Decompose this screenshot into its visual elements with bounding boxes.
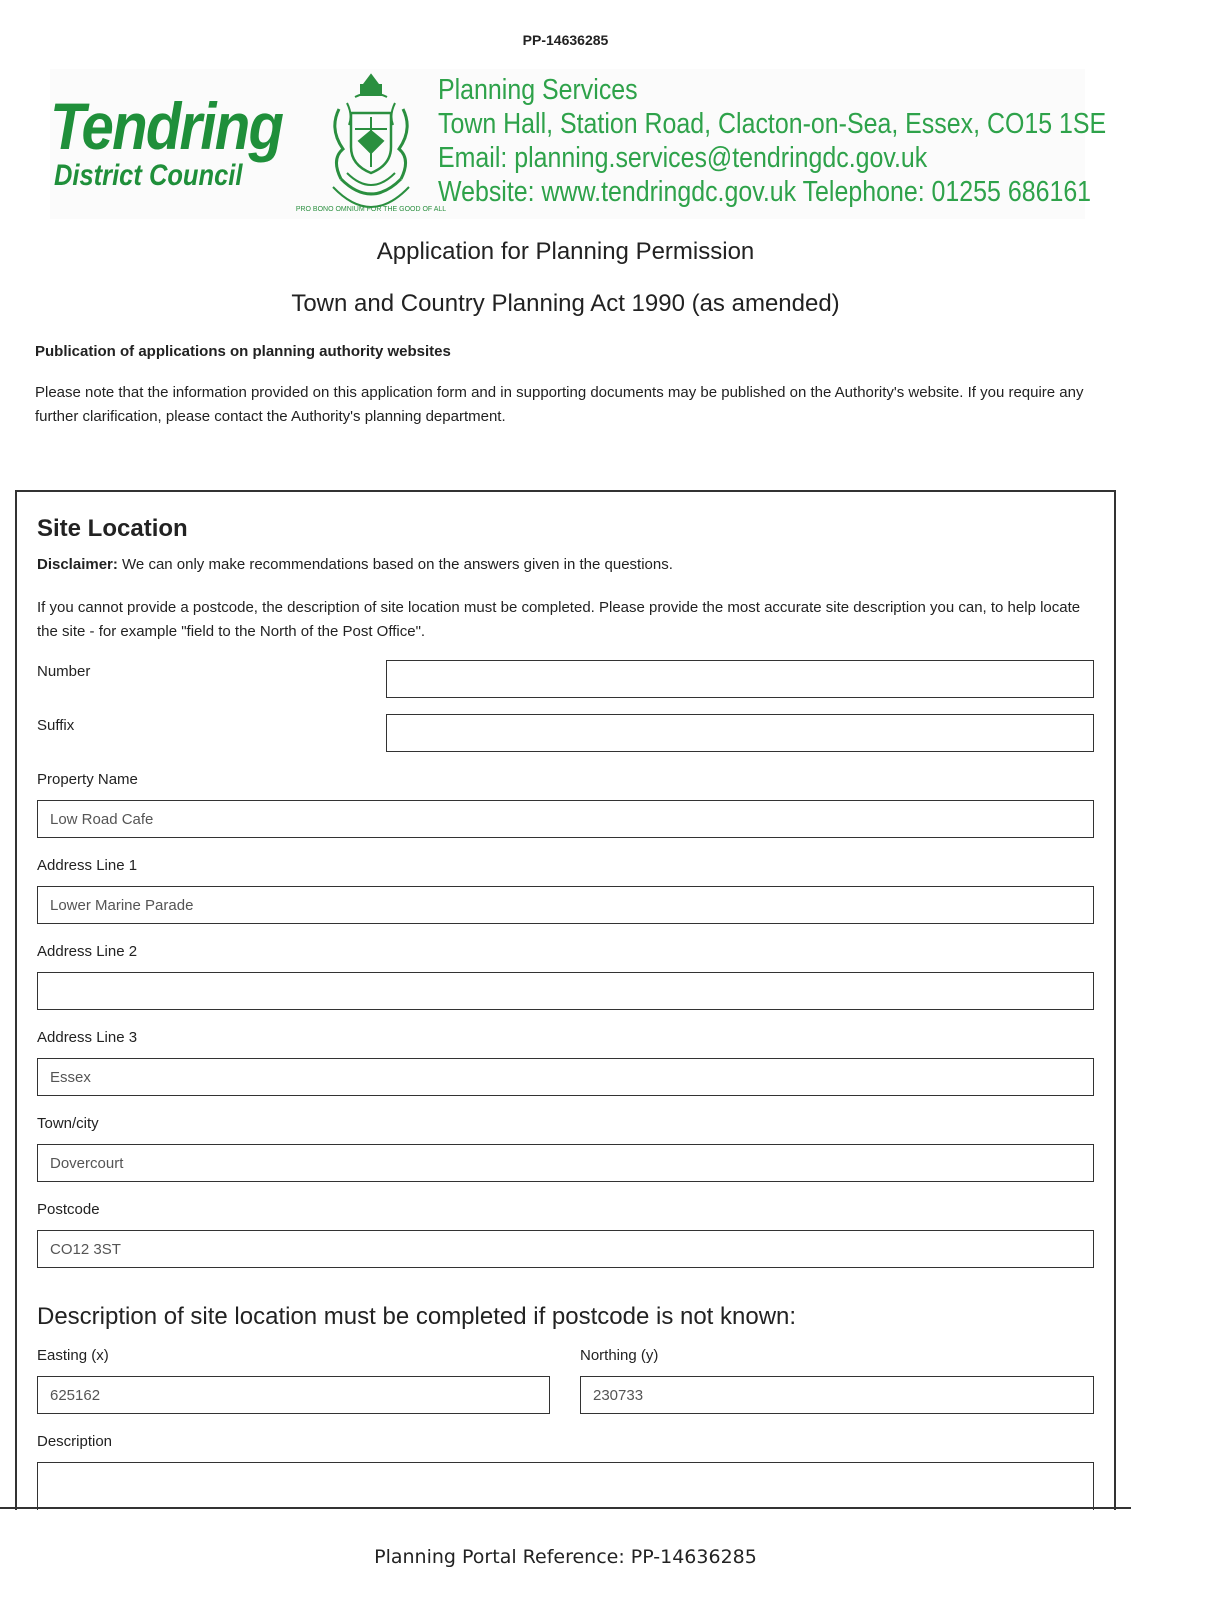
page-title: Application for Planning Permission [376,238,755,265]
northing-field[interactable]: 230733 [580,1376,1094,1414]
application-reference: PP-14636285 [522,32,609,48]
publication-body: Please note that the information provided on this application form and in supporting documents may be published on the Authority's website. If you require any further clarification, please contact the Authority's planning department. [35,384,1084,425]
footer-divider [0,1507,1131,1509]
contact-email: Email: planning.services@tendringdc.gov.uk [438,142,928,174]
publication-heading: Publication of applications on planning authority websites [35,343,451,360]
description-field[interactable] [37,1462,1094,1510]
disclaimer-label: Disclaimer: [37,556,118,573]
footer-reference: Planning Portal Reference: PP-14636285 [374,1546,757,1568]
address-line2-field[interactable] [37,972,1094,1010]
logo-sub-text: District Council [54,159,243,192]
suffix-label: Suffix [37,717,75,734]
address-line1-label: Address Line 1 [37,857,138,874]
disclaimer [37,556,673,573]
council-logo [50,91,300,191]
description-heading: Description of site location must be completed if postcode is not known: [37,1303,797,1330]
easting-label: Easting (x) [37,1347,109,1364]
address-line3-field[interactable]: Essex [37,1058,1094,1096]
coat-of-arms-icon [295,69,447,219]
address-line1-field[interactable]: Lower Marine Parade [37,886,1094,924]
crest-motto: PRO BONO OMNIUM FOR THE GOOD OF ALL [295,206,447,213]
council-banner [50,69,1107,219]
town-label: Town/city [37,1115,99,1132]
property-name-label: Property Name [37,771,138,788]
contact-website-phone: Website: www.tendringdc.gov.uk Telephone: 01255 686161 [438,176,1092,208]
postcode-label: Postcode [37,1201,100,1218]
number-field[interactable] [386,660,1094,698]
number-label: Number [37,663,91,680]
disclaimer-text: We can only make recommendations based on the answers given in the questions. [117,556,673,573]
description-label: Description [37,1433,113,1450]
northing-label: Northing (y) [580,1347,659,1364]
address-line3-label: Address Line 3 [37,1029,138,1046]
contact-department: Planning Services [438,74,638,106]
town-field[interactable]: Dovercourt [37,1144,1094,1182]
page-subtitle: Town and Country Planning Act 1990 (as amended) [291,290,840,317]
suffix-field[interactable] [386,714,1094,752]
property-name-field[interactable]: Low Road Cafe [37,800,1094,838]
postcode-field[interactable]: CO12 3ST [37,1230,1094,1268]
section-title: Site Location [37,515,188,542]
contact-block [438,73,1215,209]
easting-field[interactable]: 625162 [37,1376,550,1414]
site-location-hint: If you cannot provide a postcode, the description of site location must be completed. Please provide the most accurate site description you can, to help locate the site - for example "field to the North of the Post Office". [37,599,1081,640]
address-line2-label: Address Line 2 [37,943,138,960]
contact-address: Town Hall, Station Road, Clacton-on-Sea, Essex, CO15 1SE [438,108,1107,140]
logo-main-text: Tendring [50,89,283,163]
